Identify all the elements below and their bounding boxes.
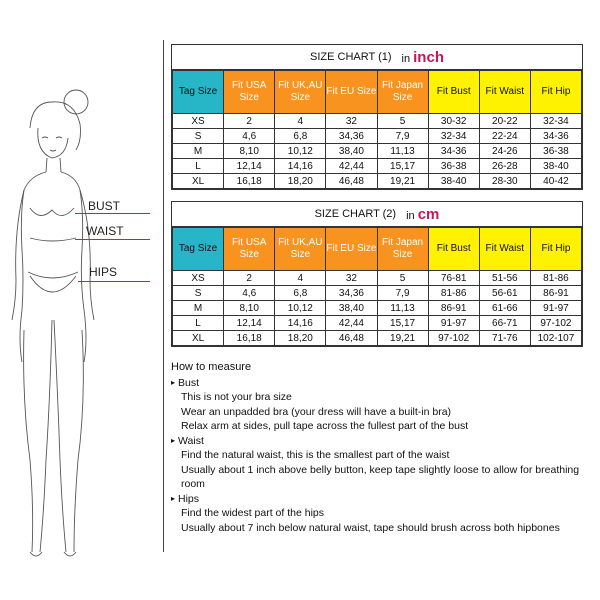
chart-in-label: in (401, 52, 411, 65)
table-cell: 102-107 (530, 331, 581, 346)
table-cell: 34-36 (530, 129, 581, 144)
table-row (173, 331, 582, 346)
chart-unit-wrap (406, 206, 439, 223)
col-japan-size: Fit Japan Size (377, 71, 428, 114)
col-usa-size: Fit USA Size (224, 228, 275, 271)
table-cell: 32 (326, 271, 377, 286)
table-cell: 32-34 (530, 114, 581, 129)
table-cell: 81-86 (530, 271, 581, 286)
how-to-measure (171, 360, 596, 535)
table-header-row (173, 228, 582, 271)
table-cell: 76-81 (428, 271, 479, 286)
table-row (173, 129, 582, 144)
table-cell: 12,14 (224, 159, 275, 174)
table-cell: XL (173, 331, 224, 346)
table-body (173, 114, 582, 189)
table-row (173, 144, 582, 159)
table-cell: 36-38 (530, 144, 581, 159)
table-cell: 32 (326, 114, 377, 129)
table-cell: 91-97 (530, 301, 581, 316)
size-table (172, 70, 582, 189)
table-cell: XL (173, 174, 224, 189)
bust-line (75, 213, 150, 214)
table-cell: 66-71 (479, 316, 530, 331)
table-cell: 51-56 (479, 271, 530, 286)
size-chart-cm (171, 201, 583, 347)
chart-title (172, 202, 582, 227)
table-cell: S (173, 129, 224, 144)
table-cell: 34,36 (326, 286, 377, 301)
table-cell: 15,17 (377, 316, 428, 331)
table-cell: 7,9 (377, 286, 428, 301)
table-cell: XS (173, 271, 224, 286)
table-cell: 8,10 (224, 144, 275, 159)
table-cell: M (173, 301, 224, 316)
table-cell: L (173, 159, 224, 174)
size-table (172, 227, 582, 346)
table-cell: 19,21 (377, 174, 428, 189)
table-cell: 18,20 (275, 174, 326, 189)
table-row (173, 159, 582, 174)
hair-bun-icon (64, 90, 88, 114)
body-figure-illustration (0, 40, 165, 600)
table-cell: 14,16 (275, 316, 326, 331)
bust-line-3: Relax arm at sides, pull tape across the fullest part of the bust (181, 420, 469, 432)
col-eu-size: Fit EU Size (326, 228, 377, 271)
col-tag-size: Tag Size (173, 71, 224, 114)
waist-section-title (171, 434, 596, 449)
table-header-row (173, 71, 582, 114)
hips-line-2: Usually about 7 inch below natural waist, tape should brush across both hipbones (181, 521, 560, 534)
table-cell: 19,21 (377, 331, 428, 346)
table-cell: 18,20 (275, 331, 326, 346)
table-row (173, 301, 582, 316)
section-title: Bust (178, 376, 200, 389)
chart-unit-wrap (402, 49, 444, 66)
table-cell: 42,44 (326, 316, 377, 331)
table-cell: 16,18 (224, 331, 275, 346)
table-cell: 22-24 (479, 129, 530, 144)
size-chart-inch (171, 44, 583, 190)
bust-line-1: This is not your bra size (181, 391, 292, 403)
table-cell: 61-66 (479, 301, 530, 316)
table-cell: 86-91 (428, 301, 479, 316)
table-cell: 4 (275, 271, 326, 286)
col-eu-size: Fit EU Size (326, 71, 377, 114)
hips-label: HIPS (89, 265, 118, 279)
col-fit-bust: Fit Bust (428, 228, 479, 271)
table-cell: 30-32 (428, 114, 479, 129)
table-cell: XS (173, 114, 224, 129)
table-cell: 38-40 (530, 159, 581, 174)
table-cell: 15,17 (377, 159, 428, 174)
bust-label: BUST (88, 199, 121, 213)
table-row (173, 316, 582, 331)
triangle-right-icon: ▸ (171, 377, 176, 387)
hips-line (78, 281, 150, 282)
col-uk-au-size: Fit UK,AU Size (275, 228, 326, 271)
waist-line-2: Usually about 1 inch above belly button, keep tape slightly loose to allow for breathing room (181, 463, 580, 490)
table-cell: 34-36 (428, 144, 479, 159)
bust-section-title (171, 376, 596, 391)
col-fit-waist: Fit Waist (479, 228, 530, 271)
table-cell: L (173, 316, 224, 331)
table-cell: 36-38 (428, 159, 479, 174)
table-cell: 91-97 (428, 316, 479, 331)
triangle-right-icon: ▸ (171, 435, 176, 445)
hips-line-1: Find the widest part of the hips (181, 507, 324, 519)
table-cell: M (173, 144, 224, 159)
col-usa-size: Fit USA Size (224, 71, 275, 114)
table-cell: 8,10 (224, 301, 275, 316)
table-row (173, 271, 582, 286)
how-to-heading: How to measure (171, 361, 252, 373)
chart-in-label: in (406, 209, 415, 222)
table-cell: 38,40 (326, 144, 377, 159)
hips-section-title (171, 492, 596, 507)
chart-unit: inch (413, 48, 444, 66)
waist-line-1: Find the natural waist, this is the smallest part of the waist (181, 449, 450, 461)
table-cell: 14,16 (275, 159, 326, 174)
waist-line (75, 239, 150, 240)
table-cell: 86-91 (530, 286, 581, 301)
table-cell: 12,14 (224, 316, 275, 331)
table-cell: 4,6 (224, 129, 275, 144)
col-fit-waist: Fit Waist (479, 71, 530, 114)
table-cell: 24-26 (479, 144, 530, 159)
table-cell: 7,9 (377, 129, 428, 144)
table-cell: 4,6 (224, 286, 275, 301)
table-cell: 97-102 (530, 316, 581, 331)
table-cell: 34,36 (326, 129, 377, 144)
table-cell: 42,44 (326, 159, 377, 174)
table-cell: 11,13 (377, 301, 428, 316)
table-cell: 16,18 (224, 174, 275, 189)
table-cell: 26-28 (479, 159, 530, 174)
table-cell: 11,13 (377, 144, 428, 159)
chart-unit: cm (417, 205, 440, 223)
table-body (173, 271, 582, 346)
table-cell: 20-22 (479, 114, 530, 129)
table-cell: 81-86 (428, 286, 479, 301)
chart-title-text: SIZE CHART (1) (310, 51, 392, 63)
col-fit-hip: Fit Hip (530, 71, 581, 114)
section-title: Waist (178, 434, 204, 447)
chart-title-text: SIZE CHART (2) (314, 208, 397, 220)
table-cell: 6,8 (275, 286, 326, 301)
table-cell: 38-40 (428, 174, 479, 189)
triangle-right-icon: ▸ (171, 493, 176, 503)
table-cell: 6,8 (275, 129, 326, 144)
table-cell: 2 (224, 271, 275, 286)
table-row (173, 174, 582, 189)
waist-label: WAIST (86, 224, 124, 238)
bust-line-2: Wear an unpadded bra (your dress will have a built-in bra) (181, 405, 452, 418)
chart-title (172, 45, 582, 70)
table-cell: 71-76 (479, 331, 530, 346)
table-cell: 5 (377, 271, 428, 286)
table-cell: 46,48 (326, 174, 377, 189)
section-title: Hips (178, 492, 200, 505)
table-cell: 32-34 (428, 129, 479, 144)
table-row (173, 286, 582, 301)
col-fit-bust: Fit Bust (428, 71, 479, 114)
col-fit-hip: Fit Hip (530, 228, 581, 271)
table-cell: 46,48 (326, 331, 377, 346)
table-row (173, 114, 582, 129)
col-tag-size: Tag Size (173, 228, 224, 271)
table-cell: 38,40 (326, 301, 377, 316)
table-cell: 97-102 (428, 331, 479, 346)
table-cell: 10,12 (275, 144, 326, 159)
col-uk-au-size: Fit UK,AU Size (275, 71, 326, 114)
col-japan-size: Fit Japan Size (377, 228, 428, 271)
divider-line (163, 40, 164, 552)
table-cell: 4 (275, 114, 326, 129)
table-cell: S (173, 286, 224, 301)
table-cell: 2 (224, 114, 275, 129)
table-cell: 40-42 (530, 174, 581, 189)
table-cell: 5 (377, 114, 428, 129)
table-cell: 28-30 (479, 174, 530, 189)
table-cell: 10,12 (275, 301, 326, 316)
table-cell: 56-61 (479, 286, 530, 301)
